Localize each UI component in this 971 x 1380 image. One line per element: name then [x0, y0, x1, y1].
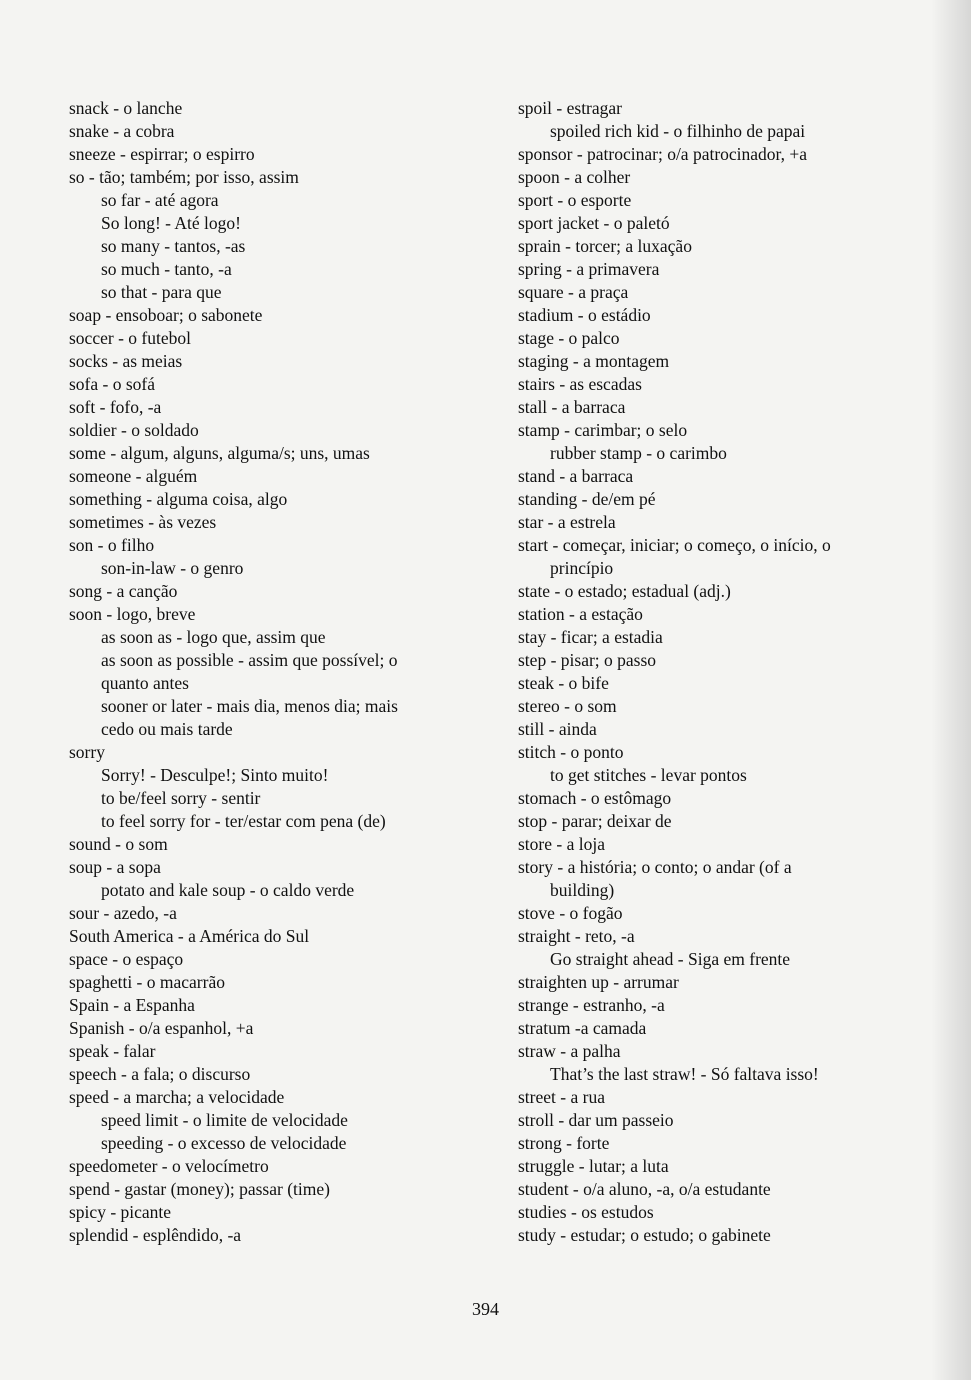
- left-column: [69, 97, 469, 1247]
- dictionary-entry: street - a rua: [518, 1087, 605, 1107]
- entry-continuation: cedo ou mais tarde: [101, 719, 233, 739]
- dictionary-entry: spicy - picante: [69, 1202, 172, 1222]
- dictionary-entry: snack - o lanche: [69, 98, 183, 118]
- dictionary-subentry: spoiled rich kid - o filhinho de papai: [550, 121, 806, 141]
- dictionary-entry: socks - as meias: [69, 351, 183, 371]
- dictionary-entry: snake - a cobra: [69, 121, 175, 141]
- dictionary-entry: stadium - o estádio: [518, 305, 651, 325]
- page-edge-shadow: [931, 0, 971, 1380]
- dictionary-subentry: as soon as - logo que, assim que: [101, 627, 326, 647]
- dictionary-subentry: So long! - Até logo!: [101, 213, 241, 233]
- dictionary-subentry: so many - tantos, -as: [101, 236, 246, 256]
- dictionary-subentry: to be/feel sorry - sentir: [101, 788, 261, 808]
- dictionary-subentry: sooner or later - mais dia, menos dia; mais: [101, 696, 398, 716]
- dictionary-entry: sofa - o sofá: [69, 374, 156, 394]
- dictionary-entry: stratum -a camada: [518, 1018, 647, 1038]
- dictionary-entry: struggle - lutar; a luta: [518, 1156, 669, 1176]
- dictionary-entry: spoil - estragar: [518, 98, 622, 118]
- dictionary-entry: spaghetti - o macarrão: [69, 972, 225, 992]
- dictionary-entry: standing - de/em pé: [518, 489, 656, 509]
- dictionary-entry: son - o filho: [69, 535, 155, 555]
- dictionary-entry: spring - a primavera: [518, 259, 660, 279]
- dictionary-entry: someone - alguém: [69, 466, 198, 486]
- dictionary-subentry: That’s the last straw! - Só faltava isso!: [550, 1064, 819, 1084]
- dictionary-entry: sorry: [69, 742, 105, 762]
- dictionary-entry: soup - a sopa: [69, 857, 161, 877]
- dictionary-entry: space - o espaço: [69, 949, 184, 969]
- dictionary-entry: still - ainda: [518, 719, 597, 739]
- dictionary-entry: straighten up - arrumar: [518, 972, 679, 992]
- dictionary-subentry: so far - até agora: [101, 190, 219, 210]
- entry-continuation: princípio: [550, 558, 614, 578]
- dictionary-entry: stove - o fogão: [518, 903, 623, 923]
- dictionary-entry: station - a estação: [518, 604, 643, 624]
- dictionary-entry: stall - a barraca: [518, 397, 626, 417]
- dictionary-entry: spoon - a colher: [518, 167, 631, 187]
- dictionary-entry: store - a loja: [518, 834, 605, 854]
- dictionary-entry: strong - forte: [518, 1133, 610, 1153]
- dictionary-subentry: speed limit - o limite de velocidade: [101, 1110, 348, 1130]
- dictionary-entry: song - a canção: [69, 581, 178, 601]
- dictionary-entry: South America - a América do Sul: [69, 926, 310, 946]
- dictionary-entry: speedometer - o velocímetro: [69, 1156, 269, 1176]
- dictionary-subentry: Go straight ahead - Siga em frente: [550, 949, 791, 969]
- dictionary-entry: stay - ficar; a estadia: [518, 627, 663, 647]
- dictionary-entry: soldier - o soldado: [69, 420, 199, 440]
- dictionary-subentry: so that - para que: [101, 282, 222, 302]
- dictionary-entry: Spain - a Espanha: [69, 995, 195, 1015]
- dictionary-entry: stairs - as escadas: [518, 374, 642, 394]
- entry-continuation: quanto antes: [101, 673, 189, 693]
- dictionary-entry: soft - fofo, -a: [69, 397, 162, 417]
- dictionary-entry: straight - reto, -a: [518, 926, 635, 946]
- dictionary-subentry: so much - tanto, -a: [101, 259, 232, 279]
- dictionary-subentry: to feel sorry for - ter/estar com pena (de): [101, 811, 386, 831]
- dictionary-entry: sport jacket - o paletó: [518, 213, 670, 233]
- dictionary-entry: soccer - o futebol: [69, 328, 191, 348]
- dictionary-entry: staging - a montagem: [518, 351, 670, 371]
- dictionary-entry: student - o/a aluno, -a, o/a estudante: [518, 1179, 771, 1199]
- dictionary-entry: straw - a palha: [518, 1041, 621, 1061]
- dictionary-entry: stage - o palco: [518, 328, 620, 348]
- dictionary-subentry: son-in-law - o genro: [101, 558, 244, 578]
- dictionary-entry: story - a história; o conto; o andar (of a: [518, 857, 792, 877]
- dictionary-entry: sponsor - patrocinar; o/a patrocinador, +a: [518, 144, 808, 164]
- dictionary-entry: sport - o esporte: [518, 190, 632, 210]
- dictionary-entry: state - o estado; estadual (adj.): [518, 581, 731, 601]
- dictionary-entry: some - algum, alguns, alguma/s; uns, umas: [69, 443, 370, 463]
- dictionary-entry: speech - a fala; o discurso: [69, 1064, 251, 1084]
- dictionary-entry: square - a praça: [518, 282, 629, 302]
- dictionary-entry: spend - gastar (money); passar (time): [69, 1179, 330, 1199]
- dictionary-entry: so - tão; também; por isso, assim: [69, 167, 299, 187]
- dictionary-subentry: as soon as possible - assim que possível; o: [101, 650, 398, 670]
- page-number: 394: [472, 1299, 499, 1319]
- dictionary-subentry: to get stitches - levar pontos: [550, 765, 747, 785]
- dictionary-entry: strange - estranho, -a: [518, 995, 665, 1015]
- dictionary-entry: stand - a barraca: [518, 466, 634, 486]
- dictionary-entry: start - começar, iniciar; o começo, o início, o: [518, 535, 831, 555]
- dictionary-subentry: potato and kale soup - o caldo verde: [101, 880, 355, 900]
- dictionary-entry: stitch - o ponto: [518, 742, 624, 762]
- dictionary-entry: something - alguma coisa, algo: [69, 489, 288, 509]
- dictionary-entry: step - pisar; o passo: [518, 650, 657, 670]
- dictionary-entry: splendid - esplêndido, -a: [69, 1225, 242, 1245]
- dictionary-entry: stereo - o som: [518, 696, 617, 716]
- dictionary-entry: study - estudar; o estudo; o gabinete: [518, 1225, 771, 1245]
- dictionary-entry: stop - parar; deixar de: [518, 811, 672, 831]
- entry-continuation: building): [550, 880, 615, 900]
- dictionary-entry: stroll - dar um passeio: [518, 1110, 674, 1130]
- dictionary-entry: stamp - carimbar; o selo: [518, 420, 688, 440]
- dictionary-entry: sound - o som: [69, 834, 168, 854]
- right-column: [518, 97, 918, 1247]
- dictionary-entry: soon - logo, breve: [69, 604, 196, 624]
- dictionary-entry: speak - falar: [69, 1041, 156, 1061]
- dictionary-subentry: Sorry! - Desculpe!; Sinto muito!: [101, 765, 329, 785]
- dictionary-entry: speed - a marcha; a velocidade: [69, 1087, 285, 1107]
- dictionary-entry: sprain - torcer; a luxação: [518, 236, 692, 256]
- dictionary-entry: sneeze - espirrar; o espirro: [69, 144, 255, 164]
- dictionary-entry: sometimes - às vezes: [69, 512, 217, 532]
- dictionary-entry: steak - o bife: [518, 673, 609, 693]
- dictionary-subentry: speeding - o excesso de velocidade: [101, 1133, 347, 1153]
- dictionary-entry: Spanish - o/a espanhol, +a: [69, 1018, 254, 1038]
- dictionary-entry: stomach - o estômago: [518, 788, 672, 808]
- dictionary-entry: soap - ensoboar; o sabonete: [69, 305, 263, 325]
- dictionary-entry: star - a estrela: [518, 512, 616, 532]
- dictionary-subentry: rubber stamp - o carimbo: [550, 443, 727, 463]
- dictionary-entry: studies - os estudos: [518, 1202, 654, 1222]
- dictionary-entry: sour - azedo, -a: [69, 903, 177, 923]
